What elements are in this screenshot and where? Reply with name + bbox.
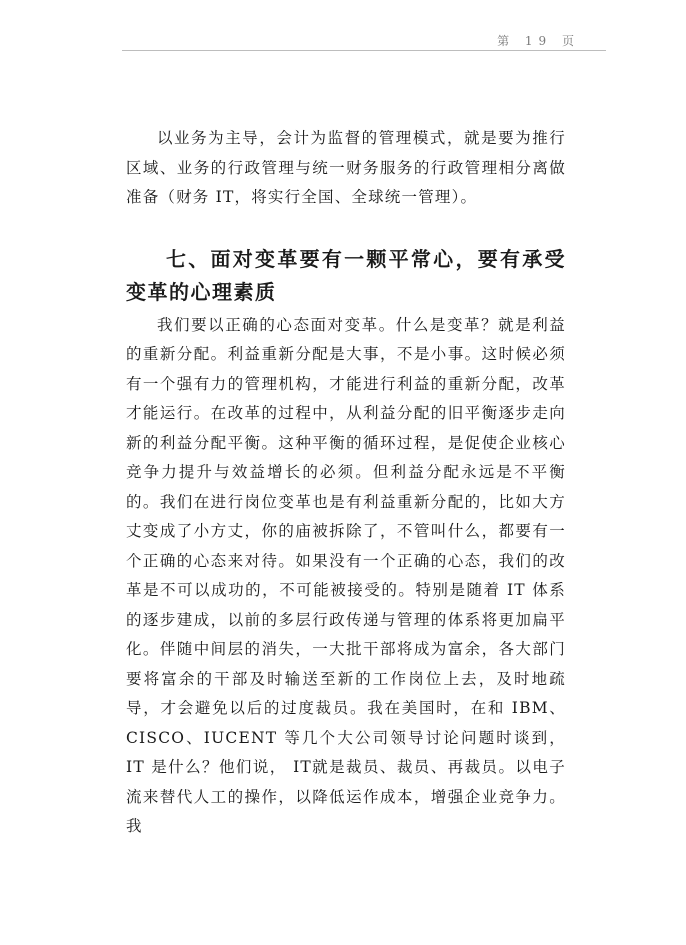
page-content	[126, 124, 566, 842]
body-paragraph: 以业务为主导，会计为监督的管理模式，就是要为推行区域、业务的行政管理与统一财务服务的行政管理相分离做准备（财务 IT，将实行全国、全球统一管理）。	[126, 129, 566, 206]
page-number: 第 19 页	[497, 34, 580, 48]
body-paragraph: 我们要以正确的心态面对变革。什么是变革？就是利益的重新分配。利益重新分配是大事，不是小事。这时候必须有一个强有力的管理机构，才能进行利益的重新分配，改革才能运行。在改革的过程中，从利益分配的旧平衡逐步走向新的利益分配平衡。这种平衡的循环过程，是促使企业核心竞争力提升与效益增长的必须。但利益分配永远是不平衡的。我们在进行岗位变革也是有利益重新分配的，比如大方丈变成了小方丈，你的庙被拆除了，不管叫什么，都要有一个正确的心态来对待。如果没有一个正确的心态，我们的改革是不可以成功的，不可能被接受的。特别是随着 IT 体系的逐步建成，以前的多层行政传递与管理的体系将更加扁平化。伴随中间层的消失，一大批干部将成为富余，各大部门要将富余的干部及时输送至新的工作岗位上去，及时地疏导，才会避免以后的过度裁员。我在美国时，在和 IBM、CISCO、IUCENT 等几个大公司领导讨论问题时谈到， IT 是什么？他们说， IT就是裁员、裁员、再裁员。以电子流来替代人工的操作，以降低运作成本，增强企业竞争力。我	[126, 315, 566, 835]
page-header	[122, 28, 606, 51]
section-heading: 七、面对变革要有一颗平常心，要有承受变革的心理素质	[126, 246, 566, 304]
